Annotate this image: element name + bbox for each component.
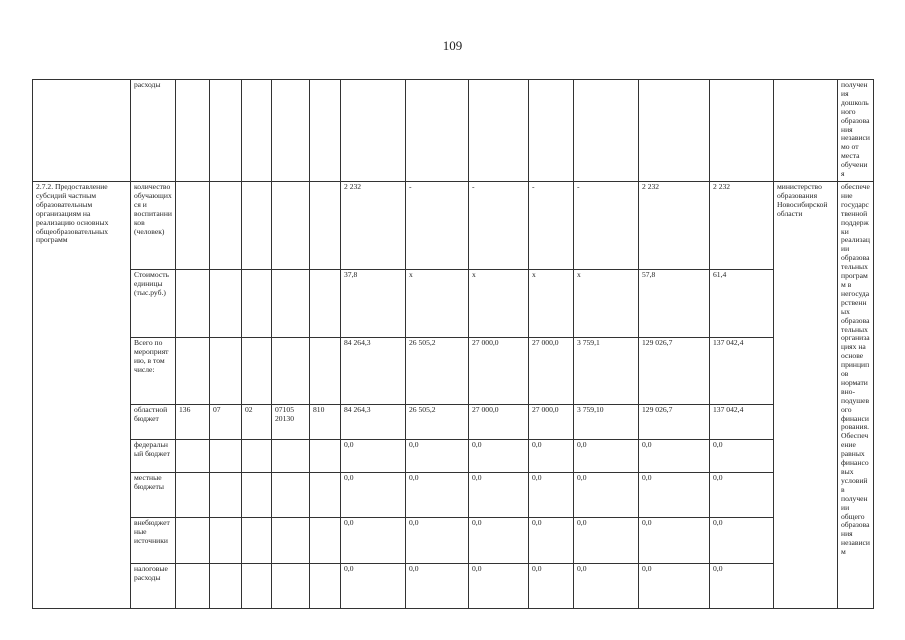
csr-cell: 07105 20130 bbox=[272, 405, 310, 440]
value-cell: 84 264,3 bbox=[341, 338, 406, 405]
value-cell: 0,0 bbox=[529, 564, 574, 609]
table-row bbox=[33, 564, 874, 609]
value-cell: 27 000,0 bbox=[529, 405, 574, 440]
rz-cell bbox=[210, 564, 242, 609]
csr-cell bbox=[272, 518, 310, 564]
pr-cell bbox=[242, 518, 272, 564]
table-row bbox=[33, 338, 874, 405]
row-label: расходы bbox=[131, 80, 176, 182]
value-cell: х bbox=[406, 270, 469, 338]
value-cell: 0,0 bbox=[529, 473, 574, 518]
value-cell: 27 000,0 bbox=[529, 338, 574, 405]
csr-cell bbox=[272, 338, 310, 405]
value-cell: 0,0 bbox=[639, 440, 710, 473]
value-cell: 0,0 bbox=[574, 564, 639, 609]
csr-cell bbox=[272, 182, 310, 270]
value-cell: 0,0 bbox=[469, 518, 529, 564]
vr-cell bbox=[310, 338, 341, 405]
value-cell: 3 759,10 bbox=[574, 405, 639, 440]
executor-cell: министерство образования Новосибирской области bbox=[774, 182, 838, 609]
csr-cell bbox=[272, 270, 310, 338]
value-cell: 2 232 bbox=[710, 182, 774, 270]
value-cell: 0,0 bbox=[574, 473, 639, 518]
pr-cell bbox=[242, 564, 272, 609]
value-cell: 0,0 bbox=[639, 564, 710, 609]
pr-cell: 02 bbox=[242, 405, 272, 440]
grbs-cell bbox=[176, 182, 210, 270]
value-cell: 129 026,7 bbox=[639, 405, 710, 440]
value-cell: 137 042,4 bbox=[710, 405, 774, 440]
row-label: федеральный бюджет bbox=[131, 440, 176, 473]
row-label: областной бюджет bbox=[131, 405, 176, 440]
value-cell: 27 000,0 bbox=[469, 405, 529, 440]
value-cell: 0,0 bbox=[710, 473, 774, 518]
vr-cell bbox=[310, 440, 341, 473]
csr-cell bbox=[272, 473, 310, 518]
row-label: местные бюджеты bbox=[131, 473, 176, 518]
value-cell: х bbox=[574, 270, 639, 338]
budget-table bbox=[32, 79, 874, 609]
vr-cell bbox=[310, 182, 341, 270]
vr-cell bbox=[310, 564, 341, 609]
table-row bbox=[33, 473, 874, 518]
vr-cell bbox=[310, 473, 341, 518]
table-row bbox=[33, 518, 874, 564]
value-cell: 0,0 bbox=[639, 473, 710, 518]
rz-cell bbox=[210, 440, 242, 473]
value-cell: 26 505,2 bbox=[406, 338, 469, 405]
value-cell: 0,0 bbox=[406, 440, 469, 473]
value-cell: 0,0 bbox=[574, 440, 639, 473]
table-row bbox=[33, 270, 874, 338]
value-cell: 61,4 bbox=[710, 270, 774, 338]
rz-cell bbox=[210, 473, 242, 518]
rz-cell: 07 bbox=[210, 405, 242, 440]
value-cell: х bbox=[529, 270, 574, 338]
grbs-cell bbox=[176, 564, 210, 609]
value-cell: - bbox=[406, 182, 469, 270]
pr-cell bbox=[242, 473, 272, 518]
value-cell: 0,0 bbox=[469, 440, 529, 473]
value-cell: 137 042,4 bbox=[710, 338, 774, 405]
result-cell-top: получения дошкольного образования независимо от места обучения bbox=[838, 80, 874, 182]
pr-cell bbox=[242, 338, 272, 405]
value-cell: 0,0 bbox=[469, 473, 529, 518]
row-label: Стоимость единицы (тыс.руб.) bbox=[131, 270, 176, 338]
value-cell: 27 000,0 bbox=[469, 338, 529, 405]
vr-cell: 810 bbox=[310, 405, 341, 440]
value-cell: 84 264,3 bbox=[341, 405, 406, 440]
table-row-carryover bbox=[33, 80, 874, 182]
value-cell: 0,0 bbox=[574, 518, 639, 564]
value-cell: 0,0 bbox=[469, 564, 529, 609]
row-label: налоговые расходы bbox=[131, 564, 176, 609]
rz-cell bbox=[210, 518, 242, 564]
value-cell: 0,0 bbox=[341, 473, 406, 518]
value-cell: 2 232 bbox=[639, 182, 710, 270]
csr-cell bbox=[272, 564, 310, 609]
result-cell: обеспечение государственной поддержки реализации образовательных программ в негосударственных образовательных организациях на основе принципов нормативно-подушевого финансирования. Обеспечение равных финансовых условий в получении общего образования независим bbox=[838, 182, 874, 609]
value-cell: 0,0 bbox=[341, 440, 406, 473]
table-row bbox=[33, 440, 874, 473]
value-cell: 129 026,7 bbox=[639, 338, 710, 405]
value-cell: 0,0 bbox=[710, 440, 774, 473]
value-cell: 0,0 bbox=[341, 518, 406, 564]
value-cell: 0,0 bbox=[639, 518, 710, 564]
grbs-cell bbox=[176, 440, 210, 473]
value-cell: 26 505,2 bbox=[406, 405, 469, 440]
value-cell: 0,0 bbox=[406, 564, 469, 609]
value-cell: 3 759,1 bbox=[574, 338, 639, 405]
value-cell: 2 232 bbox=[341, 182, 406, 270]
value-cell: - bbox=[529, 182, 574, 270]
pr-cell bbox=[242, 270, 272, 338]
value-cell: 0,0 bbox=[341, 564, 406, 609]
value-cell: - bbox=[469, 182, 529, 270]
value-cell: 57,8 bbox=[639, 270, 710, 338]
value-cell: 0,0 bbox=[406, 518, 469, 564]
grbs-cell bbox=[176, 518, 210, 564]
row-label: Всего по мероприятию, в том числе: bbox=[131, 338, 176, 405]
pr-cell bbox=[242, 440, 272, 473]
grbs-cell bbox=[176, 270, 210, 338]
value-cell: 0,0 bbox=[406, 473, 469, 518]
row-label: количество обучающихся и воспитанников (человек) bbox=[131, 182, 176, 270]
value-cell: 0,0 bbox=[529, 440, 574, 473]
vr-cell bbox=[310, 270, 341, 338]
value-cell: 0,0 bbox=[710, 564, 774, 609]
rz-cell bbox=[210, 338, 242, 405]
value-cell: - bbox=[574, 182, 639, 270]
event-cell-top bbox=[33, 80, 131, 182]
pr-cell bbox=[242, 182, 272, 270]
page-number: 109 bbox=[442, 38, 463, 53]
grbs-cell bbox=[176, 473, 210, 518]
value-cell: 0,0 bbox=[710, 518, 774, 564]
csr-cell bbox=[272, 440, 310, 473]
rz-cell bbox=[210, 182, 242, 270]
rz-cell bbox=[210, 270, 242, 338]
value-cell: х bbox=[469, 270, 529, 338]
table-row bbox=[33, 182, 874, 270]
table-row bbox=[33, 405, 874, 440]
grbs-cell bbox=[176, 338, 210, 405]
row-label: внебюджетные источники bbox=[131, 518, 176, 564]
value-cell: 0,0 bbox=[529, 518, 574, 564]
event-title: 2.7.2. Предоставление субсидий частным образовательным организациям на реализацию основных общеобразовательных программ bbox=[33, 182, 131, 609]
vr-cell bbox=[310, 518, 341, 564]
value-cell: 37,8 bbox=[341, 270, 406, 338]
grbs-cell: 136 bbox=[176, 405, 210, 440]
